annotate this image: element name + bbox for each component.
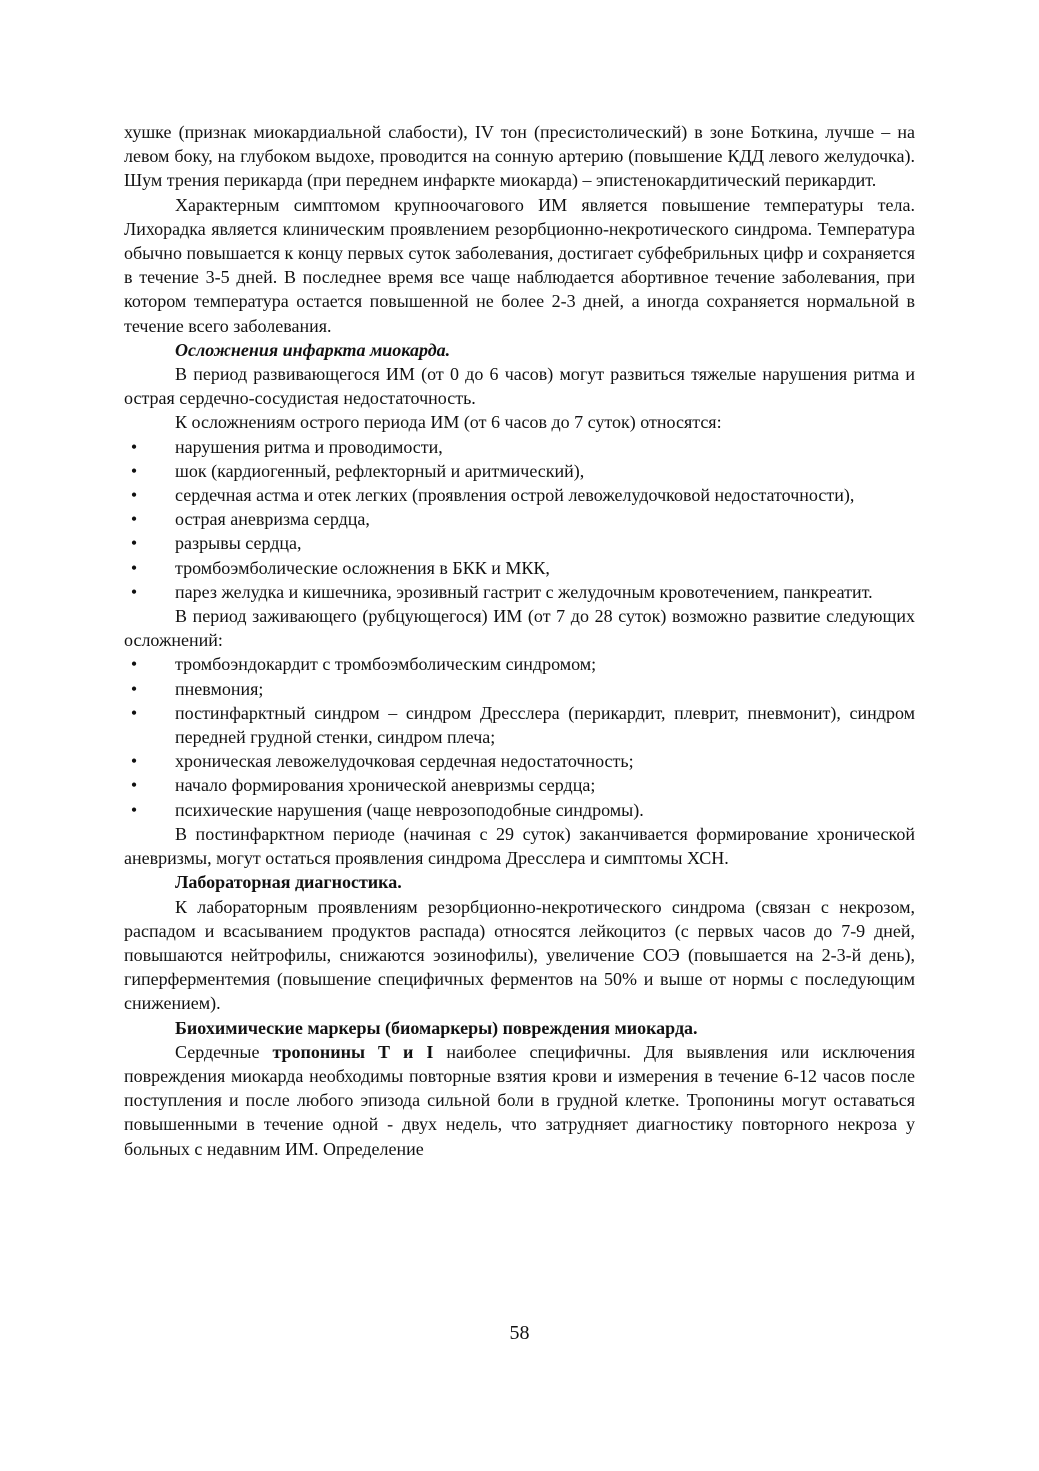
bullet-icon: •	[130, 533, 138, 554]
healing-complications-list	[124, 652, 915, 821]
list-item: • нарушения ритма и проводимости,	[175, 435, 915, 459]
bullet-icon: •	[130, 775, 138, 796]
list-item: • острая аневризма сердца,	[175, 507, 915, 531]
list-item: • разрывы сердца,	[175, 531, 915, 555]
list-item: • начало формирования хронической аневризмы сердца;	[175, 773, 915, 797]
bullet-icon: •	[130, 460, 138, 481]
list-item: • постинфарктный синдром – синдром Дресслера (перикардит, плеврит, пневмонит), синдром передней грудной стенки, синдром плеча;	[175, 701, 915, 749]
bullet-icon: •	[130, 654, 138, 675]
bullet-icon: •	[130, 581, 138, 602]
body-text	[124, 120, 915, 1161]
paragraph: К осложнениям острого периода ИМ (от 6 часов до 7 суток) относятся:	[175, 412, 722, 433]
paragraph: В период заживающего (рубцующегося) ИМ (от 7 до 28 суток) возможно развитие следующих осложнений:	[124, 606, 915, 651]
acute-complications-list	[124, 435, 915, 604]
paragraph: В период развивающегося ИМ (от 0 до 6 часов) могут развиться тяжелые нарушения ритма и острая сердечно-сосудистая недостаточность.	[124, 364, 915, 409]
paragraph: хушке (признак миокардиальной слабости), IV тон (пресистолический) в зоне Боткина, лучше – на левом боку, на глубоком выдохе, проводится на сонную артерию (повышение КДД левого желудочка). Шум трения перикарда (при переднем инфаркте миокарда) – эпистенокардитический перикардит.	[124, 122, 915, 191]
list-item: • сердечная астма и отек легких (проявления острой левожелудочковой недостаточности),	[175, 483, 915, 507]
list-item: • пневмония;	[175, 677, 915, 701]
bullet-icon: •	[130, 509, 138, 530]
page-number: 58	[509, 1322, 530, 1344]
bullet-icon: •	[130, 751, 138, 772]
list-item: • тромбоэмболические осложнения в БКК и МКК,	[175, 556, 915, 580]
bullet-icon: •	[130, 557, 138, 578]
section-heading-lab: Лабораторная диагностика.	[175, 872, 402, 893]
bullet-icon: •	[130, 485, 138, 506]
list-item: • парез желудка и кишечника, эрозивный гастрит с желудочным кровотечением, панкреатит.	[175, 580, 915, 604]
paragraph: К лабораторным проявлениям резорбционно-некротического синдрома (связан с некрозом, распадом и всасыванием продуктов распада) относятся лейкоцитоз (с первых часов до 7-9 дней, повышаются нейтрофилы, снижаются эозинофилы), увеличение СОЭ (повышается на 2-3-й день), гиперферментемия (повышение специфичных ферментов на 50% и выше от нормы с последующим снижением).	[124, 896, 915, 1014]
section-heading-biomarkers: Биохимические маркеры (биомаркеры) повреждения миокарда.	[175, 1017, 698, 1038]
bullet-icon: •	[130, 799, 138, 820]
bullet-icon: •	[130, 436, 138, 457]
section-heading-complications: Осложнения инфаркта миокарда.	[175, 339, 451, 360]
list-item: • тромбоэндокардит с тромбоэмболическим синдромом;	[175, 652, 915, 676]
bullet-icon: •	[130, 702, 138, 723]
bullet-icon: •	[130, 678, 138, 699]
paragraph: В постинфарктном периоде (начиная с 29 суток) заканчивается формирование хронической аневризмы, могут остаться проявления синдрома Дресслера и симптомы ХСН.	[124, 823, 915, 869]
list-item: • психические нарушения (чаще неврозоподобные синдромы).	[175, 798, 915, 822]
list-item: • хроническая левожелудочковая сердечная недостаточность;	[175, 749, 915, 773]
bold-term: тропонины Т и I	[272, 1041, 434, 1062]
paragraph: Характерным симптомом крупноочагового ИМ является повышение температуры тела. Лихорадка является клиническим проявлением резорбционно-некротического синдрома. Температура обычно повышается к концу первых суток заболевания, достигает субфебрильных цифр и сохраняется в течение 3-5 дней. В последнее время все чаще наблюдается абортивное течение заболевания, при котором температура остается повышенной не более 2-3 дней, а иногда сохраняется нормальной в течение всего заболевания.	[124, 194, 915, 336]
paragraph: Сердечные тропонины Т и I наиболее специфичны. Для выявления или исключения повреждения миокарда необходимы повторные взятия крови и измерения в течение 6-12 часов после поступления и после любого эпизода сильной боли в грудной клетке. Тропонины могут оставаться повышенными в течение одной - двух недель, что затрудняет диагностику повторного некроза у больных с недавним ИМ. Определение	[124, 1041, 915, 1159]
list-item: • шок (кардиогенный, рефлекторный и аритмический),	[175, 459, 915, 483]
